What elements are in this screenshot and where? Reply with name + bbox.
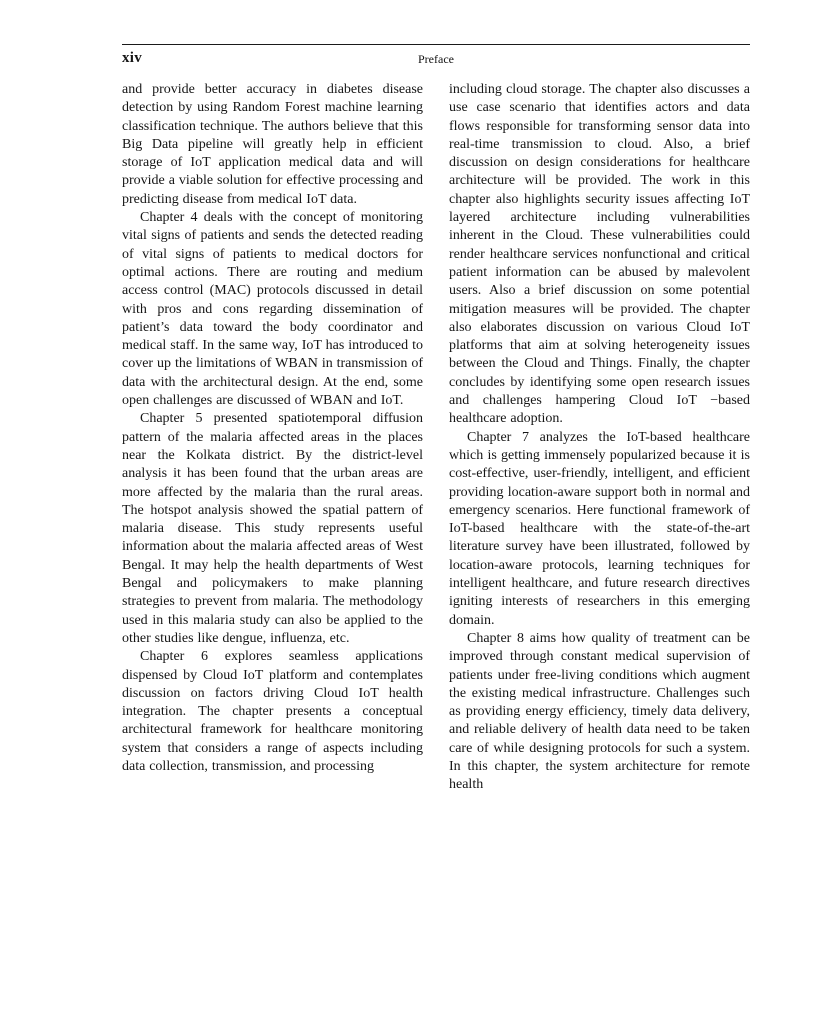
page-number: xiv (122, 50, 143, 66)
running-head: Preface (418, 52, 454, 66)
paragraph-chapter-7: Chapter 7 analyzes the IoT-based healthcare which is getting immensely popularized because it is cost-effective, user-friendly, intelligent, and efficient providing location-aware support both in normal and emergency scenarios. Here functional framework of IoT-based healthcare with the state-of-the-art literature survey have been illustrated, followed by location-aware protocols, learning techniques for intelligent healthcare, and future research directives igniting interests of researchers in this emerging domain. (449, 429, 750, 628)
paragraph-continuation: and provide better accuracy in diabetes disease detection by using Random Forest machine learning classification technique. The authors believe that this Big Data pipeline will greatly help in efficient storage of IoT application medical data and will provide a viable solution for effective processing and predicting disease from medical IoT data. (122, 82, 423, 207)
paragraph-chapter-6: Chapter 6 explores seamless applications dispensed by Cloud IoT platform and contemplates discussion on factors driving Cloud IoT health integration. The chapter presents a conceptual architectural framework for healthcare monitoring system that considers a range of aspects including data collection, transmission, and processing (122, 649, 423, 774)
paragraph-chapter-5: Chapter 5 presented spatiotemporal diffusion pattern of the malaria affected areas in the places near the Kolkata district. By the district-level analysis it has been found that the urban areas are more affected by the malaria than the rural areas. The hotspot analysis showed the spatial pattern of malaria disease. This study represents useful information about the malaria affected areas of West Bengal. It may help the health departments of West Bengal and policymakers to make planning strategies to prevent from malaria. The methodology used in this malaria study can also be applied to the other studies like dengue, influenza, etc. (122, 411, 423, 646)
two-column-text (122, 81, 750, 795)
paragraph-chapter-6-continued: including cloud storage. The chapter also discusses a use case scenario that identifies actors and data flows responsible for transforming sensor data into real-time transmission to cloud. Also, a brief discussion on design considerations for healthcare architecture will be provided. The work in this chapter also highlights security issues affecting IoT layered architecture including vulnerabilities inherent in the Cloud. These vulnerabilities could render healthcare services nonfunctional and critical patient information can be abused by malevolent users. Also a brief discussion on some potential mitigation measures will be provided. The chapter also elaborates discussion on various Cloud IoT platforms that aim at solving heterogeneity issues between the Cloud and Things. Finally, the chapter concludes by identifying some open research issues and challenges hampering Cloud IoT −based healthcare adoption. (449, 82, 750, 427)
right-column (449, 81, 750, 795)
page-header (122, 49, 750, 71)
left-column (122, 81, 423, 795)
paragraph-chapter-4: Chapter 4 deals with the concept of monitoring vital signs of patients and sends the detected reading of vital signs of patients to medical doctors for optimal actions. There are routing and medium access control (MAC) protocols discussed in detail with pros and cons regarding dissemination of patient’s data toward the body coordinator and medical staff. In the same way, IoT has introduced to cover up the limitations of WBAN in transmission of data with the architectural design. At the end, some open challenges are discussed of WBAN and IoT. (122, 210, 423, 409)
header-rule (122, 44, 750, 45)
paragraph-chapter-8: Chapter 8 aims how quality of treatment can be improved through constant medical supervision of patients under free-living conditions which augment the existing medical infrastructure. Challenges such as providing energy efficiency, timely data delivery, and reliable delivery of health data need to be taken care of while designing protocols for such a system. In this chapter, the system architecture for remote health (449, 630, 750, 793)
